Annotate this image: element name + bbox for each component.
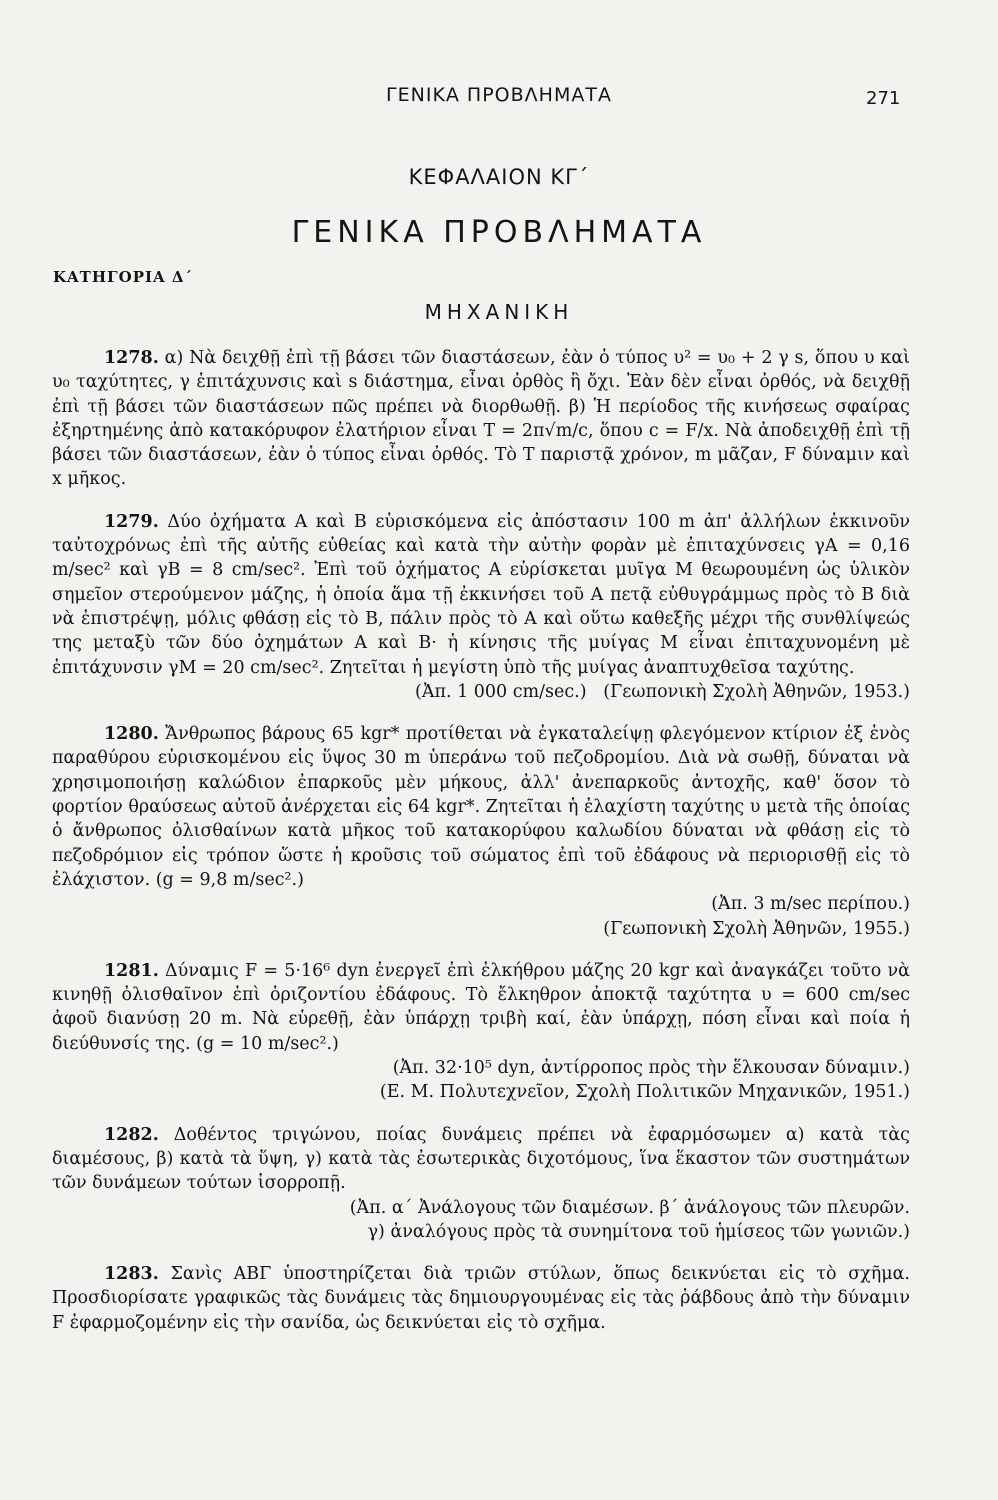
problem-1278 [52,346,910,492]
answer-source-line: (Ε. Μ. Πολυτεχνεῖον, Σχολὴ Πολιτικῶν Μηχανικῶν, 1951.) [379,1082,910,1103]
problem-1279 [52,510,910,704]
running-head: ΓΕΝΙΚΑ ΠΡΟΒΛΗΜΑΤΑ [386,84,612,106]
answer-continuation-line: γ) ἀναλόγους πρὸς τὰ συνημίτονα τοῦ ἡμίσεος τῶν γωνιῶν.) [367,1221,910,1242]
problem-paragraph [52,346,910,492]
problem-number: 1280. [104,724,159,745]
problem-paragraph [52,959,910,1056]
problem-1280 [52,722,910,941]
problem-paragraph [52,510,910,680]
answer-line: (Ἀπ. 3 m/sec περίπου.) [711,894,910,915]
chapter-label: ΚΕΦΑΛΑΙΟΝ ΚΓ΄ [408,165,590,189]
problem-text: Δύναμις F = 5·16⁶ dyn ἐνεργεῖ ἐπὶ ἐλκήθρου μάζης 20 kgr καὶ ἀναγκάζει τοῦτο νὰ κινηθῇ ὀλισθαῖνον ἐπὶ ὁριζοντίου ἐδάφους. Τὸ ἔλκηθρον ἀποκτᾷ ταχύτητα υ = 600 cm/sec ἀφοῦ διανύσῃ 20 m. Νὰ εὑρεθῇ, ἐὰν ὑπάρχῃ τριβὴ καί, ἐὰν ὑπάρχῃ, πόση εἶναι καὶ ποία ἡ διεύθυνσίς της. (g = 10 m/sec².) [52,960,910,1054]
problem-1283 [52,1262,910,1335]
answer-line: (Ἀπ. 1 000 cm/sec.) (Γεωπονικὴ Σχολὴ Ἀθηνῶν, 1953.) [415,681,910,702]
problem-paragraph [52,722,910,892]
problem-paragraph [52,1123,910,1196]
answer-line: (Ἀπ. α΄ Ἀνάλογους τῶν διαμέσων. β΄ ἀνάλογους τῶν πλευρῶν. [349,1197,910,1218]
category-label: ΚΑΤΗΓΟΡΙΑ Δ΄ [53,268,194,286]
chapter-title: ΓΕΝΙΚΑ ΠΡΟΒΛΗΜΑΤΑ [291,215,707,250]
answer-source-line: (Γεωπονικὴ Σχολὴ Ἀθηνῶν, 1955.) [603,918,910,939]
problem-number: 1278. [104,348,159,368]
page-number: 271 [866,88,901,109]
section-title: ΜΗΧΑΝΙΚΗ [424,300,574,324]
problem-text: Δοθέντος τριγώνου, ποίας δυνάμεις πρέπει νὰ ἐφαρμόσωμεν α) κατὰ τὰς διαμέσους, β) κατὰ τὰ ὕψη, γ) κατὰ τὰς ἐσωτερικὰς διχοτόμους, ἵνα ἕκαστον τῶν συστημάτων τῶν δυνάμεων τούτων ἰσορροπῇ. [52,1124,910,1194]
problem-number: 1281. [104,960,159,981]
answer-line: (Ἀπ. 32·10⁵ dyn, ἀντίρροπος πρὸς τὴν ἕλκουσαν δύναμιν.) [392,1058,910,1079]
problem-1281 [52,959,910,1105]
problem-list [52,346,910,1335]
problem-1282 [52,1123,910,1244]
problem-number: 1283. [104,1264,159,1285]
problem-text: Σανὶς ΑΒΓ ὑποστηρίζεται διὰ τριῶν στύλων, ὅπως δεικνύεται εἰς τὸ σχῆμα. Προσδιορίσατε γραφικῶς τὰς δυνάμεις τὰς δημιουργουμένας εἰς τὰς ῥάβδους ἀπὸ τὴν δύναμιν F ἐφαρμοζομένην εἰς τὴν σανίδα, ὡς δεικνύεται εἰς τὸ σχῆμα. [52,1264,910,1333]
problem-number: 1282. [104,1124,159,1145]
problem-text: Ἄνθρωπος βάρους 65 kgr* προτίθεται νὰ ἐγκαταλείψῃ φλεγόμενον κτίριον ἐξ ἑνὸς παραθύρου εὑρισκομένου εἰς ὕψος 30 m ὑπεράνω τοῦ πεζοδρομίου. Διὰ νὰ σωθῇ, δύναται νὰ χρησιμοποιήσῃ καλώδιον ἐπαρκοῦς μὲν μήκους, ἀλλ' ἀνεπαρκοῦς ἀντοχῆς, καθ' ὅσον τὸ φορτίον θραύσεως αὐτοῦ ἀνέρχεται εἰς 64 kgr*. Ζητεῖται ἡ ἐλαχίστη ταχύτης υ μετὰ τῆς ὁποίας ὁ ἄνθρωπος ὀλισθαίνων κατὰ μῆκος τοῦ κατακορύφου καλωδίου δύναται νὰ φθάσῃ εἰς τὸ πεζοδρόμιον εἰς τρόπον ὥστε ἡ κροῦσις τοῦ σώματος ἐπὶ τοῦ ἐδάφους νὰ περιορισθῇ εἰς τὸ ἐλάχιστον. (g = 9,8 m/sec².) [52,724,910,890]
problem-number: 1279. [104,511,159,532]
problem-paragraph [52,1262,910,1335]
problem-text: α) Νὰ δειχθῇ ἐπὶ τῇ βάσει τῶν διαστάσεων, ἐὰν ὁ τύπος υ² = υ₀ + 2 γ s, ὅπου υ καὶ υ₀ ταχύτητες, γ ἐπιτάχυνσις καὶ s διάστημα, εἶναι ὀρθὸς ἢ ὄχι. Ἐὰν δὲν εἶναι ὀρθός, νὰ δειχθῇ ἐπὶ τῇ βάσει τῶν διαστάσεων πῶς πρέπει νὰ διορθωθῇ. β) Ἡ περίοδος τῆς κινήσεως σφαίρας ἐξηρτημένης ἀπὸ κατακόρυφον ἐλατήριον εἶναι T = 2π√m/c, ὅπου c = F/x. Νὰ ἀποδειχθῇ ἐπὶ τῇ βάσει τῶν διαστάσεων, ἐὰν ὁ τύπος εἶναι ὀρθός. Τὸ T παριστᾷ χρόνον, m μᾶζαν, F δύναμιν καὶ x μῆκος. [52,348,910,490]
problem-text: Δύο ὀχήματα Α καὶ Β εὑρισκόμενα εἰς ἀπόστασιν 100 m ἀπ' ἀλλήλων ἐκκινοῦν ταὐτοχρόνως ἐπὶ τῆς αὐτῆς εὐθείας καὶ κατὰ τὴν αὐτὴν φορὰν μὲ ἐπιταχύνσεις γΑ = 0,16 m/sec² καὶ γΒ = 8 cm/sec². Ἐπὶ τοῦ ὀχήματος Α εὑρίσκεται μυῖγα Μ θεωρουμένη ὡς ὑλικὸν σημεῖον στερούμενον μάζης, ἡ ὁποία ἅμα τῇ ἐκκινήσει τοῦ Α πετᾷ εὐθυγράμμως πρὸς τὸ Β διὰ νὰ ἐπιστρέψῃ, μόλις φθάσῃ εἰς τὸ Β, πάλιν πρὸς τὸ Α καὶ οὕτω καθεξῆς μέχρι τῆς συνθλίψεώς της μεταξὺ τῶν δύο ὀχημάτων Α καὶ Β· ἡ κίνησις τῆς μυίγας Μ εἶναι ἐπιταχυνομένη μὲ ἐπιτάχυνσιν γΜ = 20 cm/sec². Ζητεῖται ἡ μεγίστη ὑπὸ τῆς μυίγας ἀναπτυχθεῖσα ταχύτης. [52,511,910,678]
